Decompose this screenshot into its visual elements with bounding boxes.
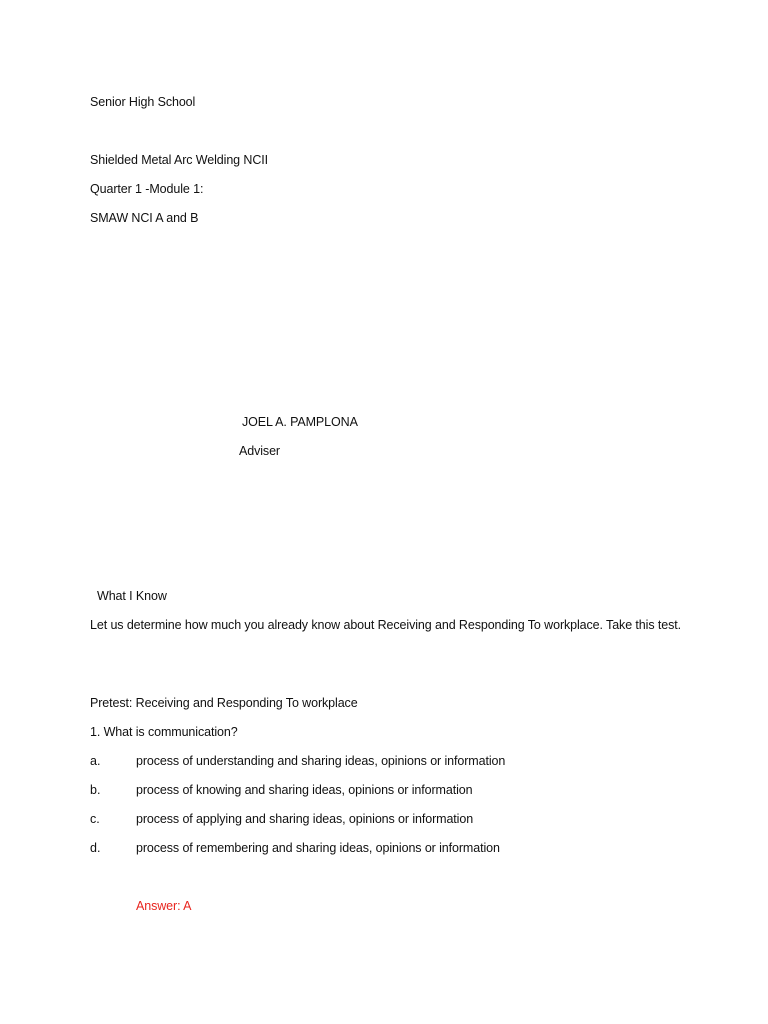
subject-title: Shielded Metal Arc Welding NCII: [90, 153, 269, 167]
option-letter: b.: [90, 783, 101, 797]
adviser-name: JOEL A. PAMPLONA: [242, 415, 358, 429]
option-text: process of remembering and sharing ideas, opinions or information: [136, 841, 500, 855]
answer-label: Answer: A: [136, 899, 192, 913]
pretest-title: Pretest: Receiving and Responding To workplace: [90, 696, 358, 710]
module-label: Quarter 1 -Module 1:: [90, 182, 204, 196]
adviser-role: Adviser: [239, 444, 280, 458]
option-letter: a.: [90, 754, 101, 768]
option-text: process of applying and sharing ideas, opinions or information: [136, 812, 474, 826]
option-letter: d.: [90, 841, 101, 855]
section-heading: What I Know: [97, 589, 167, 603]
intro-paragraph: Let us determine how much you already know about Receiving and Responding To workplace. Take this test.: [90, 618, 681, 632]
question-1: 1. What is communication?: [90, 725, 238, 739]
option-letter: c.: [90, 812, 100, 826]
school-label: Senior High School: [90, 95, 196, 109]
option-text: process of understanding and sharing ideas, opinions or information: [136, 754, 506, 768]
option-text: process of knowing and sharing ideas, opinions or information: [136, 783, 473, 797]
topic-label: SMAW NCI A and B: [90, 211, 199, 225]
